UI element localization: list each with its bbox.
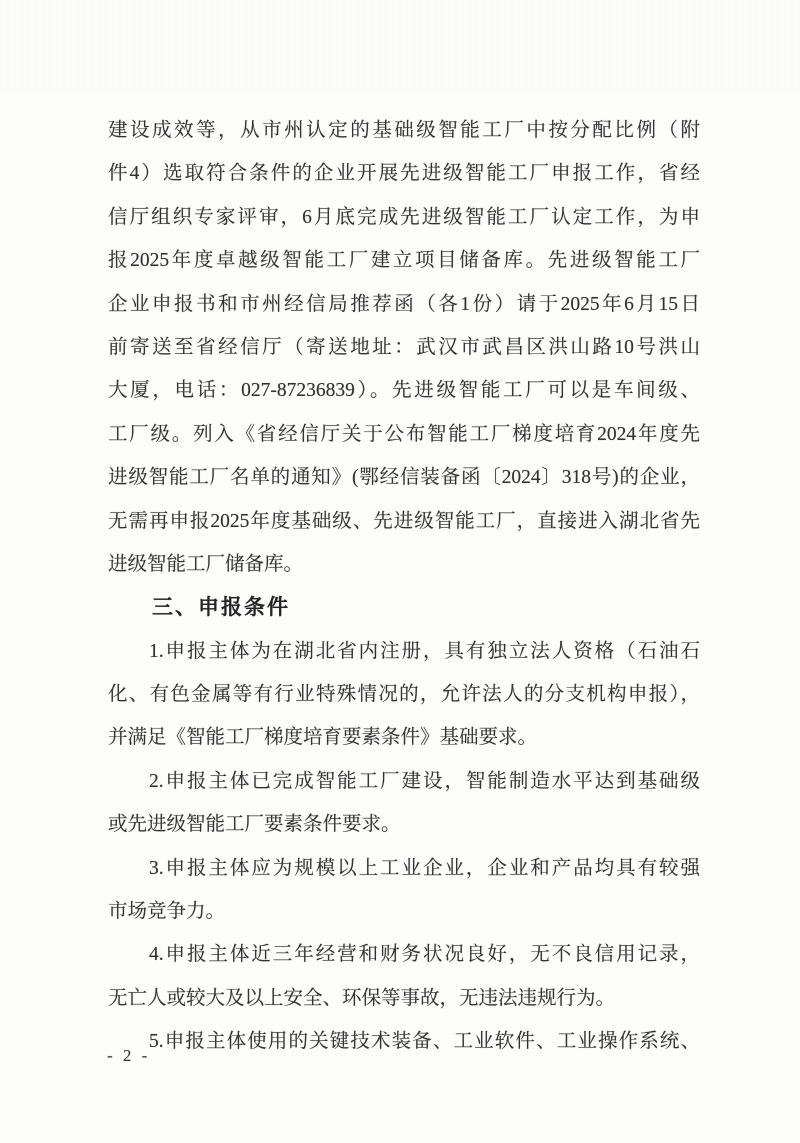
text-line: 大厦，电话：027-87236839）。先进级智能工厂可以是车间级、 — [108, 380, 700, 402]
heading-text: 三、申报条件 — [152, 596, 290, 620]
scan-noise-artifact — [0, 0, 800, 90]
text-line: 5.申报主体使用的关键技术装备、工业软件、工业操作系统、 — [148, 1031, 700, 1053]
text-line: 并满足《智能工厂梯度培育要素条件》基础要求。 — [108, 727, 538, 749]
text-line: 进级智能工厂名单的通知》(鄂经信装备函〔2024〕318号)的企业， — [108, 467, 700, 489]
text-line: 件4）选取符合条件的企业开展先进级智能工厂申报工作，省经 — [108, 163, 700, 185]
text-line: 1.申报主体为在湖北省内注册，具有独立法人资格（石油石 — [148, 640, 700, 662]
paragraph — [108, 760, 700, 847]
paragraph — [108, 109, 700, 586]
text-line: 企业申报书和市州经信局推荐函（各1份）请于2025年6月15日 — [108, 293, 700, 315]
text-line: 或先进级智能工厂要素条件要求。 — [108, 814, 401, 836]
text-line: 2.申报主体已完成智能工厂建设，智能制造水平达到基础级 — [148, 770, 700, 792]
page-number: - 2 - — [107, 1046, 151, 1065]
paragraph — [108, 1020, 700, 1063]
text-line: 市场竞争力。 — [108, 901, 226, 923]
text-line: 化、有色金属等有行业特殊情况的，允许法人的分支机构申报）， — [108, 684, 700, 706]
text-line: 4.申报主体近三年经营和财务状况良好，无不良信用记录， — [148, 944, 700, 966]
section-heading — [108, 586, 700, 629]
paragraph — [108, 630, 700, 760]
text-line: 无亡人或较大及以上安全、环保等事故，无违法违规行为。 — [108, 987, 616, 1009]
text-line: 报2025年度卓越级智能工厂建立项目储备库。先进级智能工厂 — [108, 250, 700, 272]
text-line: 前寄送至省经信厅（寄送地址：武汉市武昌区洪山路10号洪山 — [108, 336, 700, 358]
paragraph — [108, 847, 700, 934]
text-line: 进级智能工厂储备库。 — [108, 553, 304, 575]
paragraph — [108, 933, 700, 1020]
text-line: 3.申报主体应为规模以上工业企业，企业和产品均具有较强 — [148, 857, 700, 879]
text-line: 信厅组织专家评审，6月底完成先进级智能工厂认定工作，为申 — [108, 206, 700, 228]
text-line: 无需再申报2025年度基础级、先进级智能工厂，直接进入湖北省先 — [108, 510, 700, 532]
document-body — [108, 109, 700, 1064]
text-line: 工厂级。列入《省经信厅关于公布智能工厂梯度培育2024年度先 — [108, 423, 700, 445]
text-line: 建设成效等，从市州认定的基础级智能工厂中按分配比例（附 — [108, 120, 700, 141]
